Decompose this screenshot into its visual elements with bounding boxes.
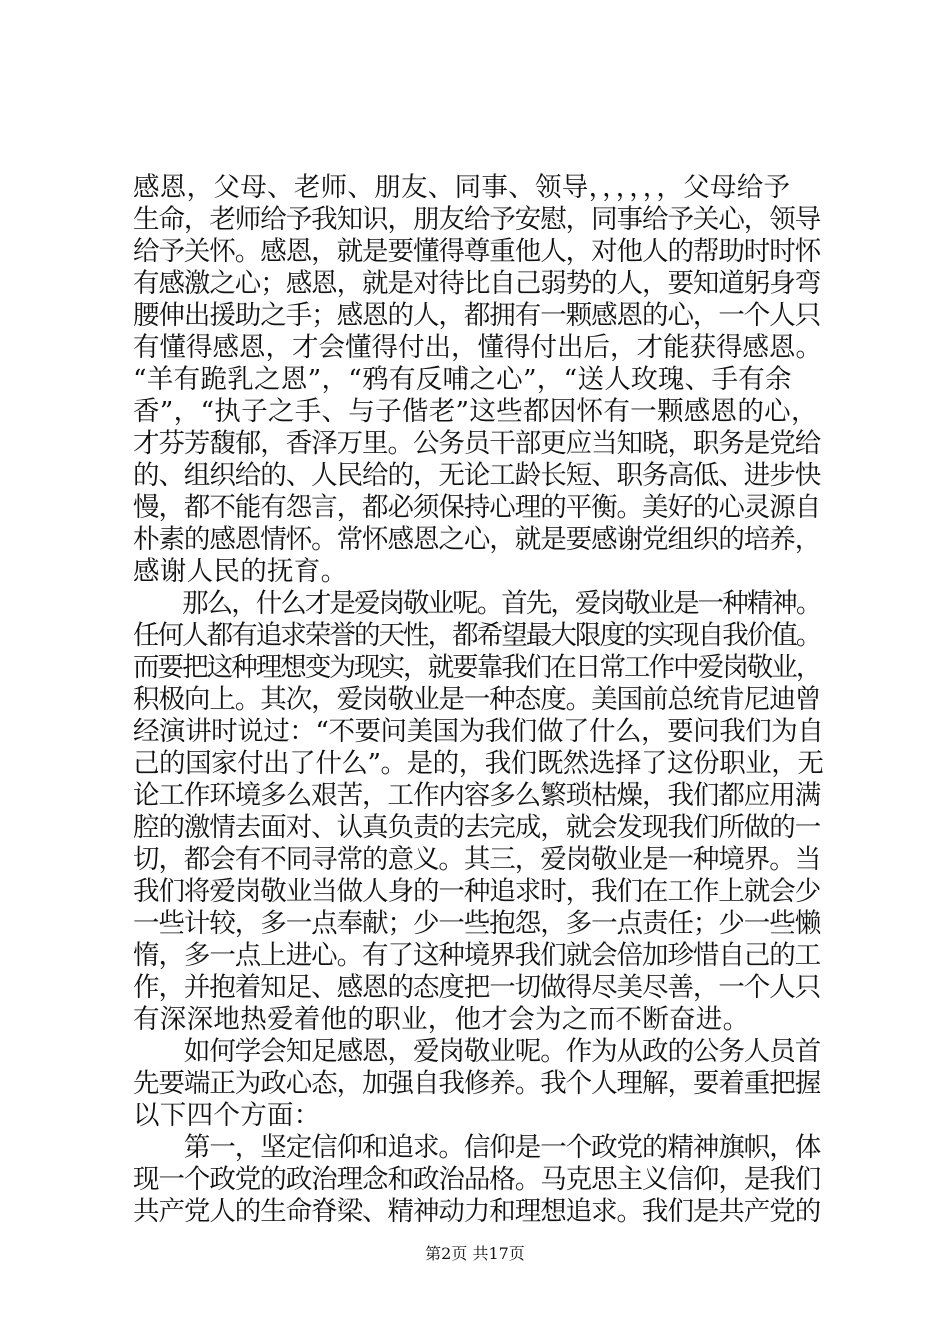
text-line: 共产党人的生命脊梁、精神动力和理想追求。我们是共产党的 bbox=[133, 1196, 821, 1227]
text-line: 腰伸出援助之手；感恩的人，都拥有一颗感恩的心，一个人只 bbox=[133, 300, 821, 331]
text-line: 以下四个方面： bbox=[133, 1100, 321, 1131]
text-line: 有懂得感恩，才会懂得付出，懂得付出后，才能获得感恩。 bbox=[133, 332, 822, 363]
text-line: 作，并抱着知足、感恩的态度把一切做得尽美尽善，一个人只 bbox=[133, 972, 821, 1003]
text-line: “羊有跪乳之恩”，“鸦有反哺之心”，“送人玫瑰、手有余 bbox=[133, 364, 792, 395]
text-line: 那么，什么才是爱岗敬业呢。首先，爱岗敬业是一种精神。 bbox=[133, 588, 821, 619]
text-line: 有感激之心；感恩，就是对待比自己弱势的人，要知道躬身弯 bbox=[133, 268, 821, 299]
text-line: 朴素的感恩情怀。常怀感恩之心，就是要感谢党组织的培养， bbox=[133, 524, 821, 555]
text-line: 感谢人民的抚育。 bbox=[133, 556, 348, 587]
text-line: 现一个政党的政治理念和政治品格。马克思主义信仰，是我们 bbox=[133, 1164, 821, 1195]
text-line: 先要端正为政心态，加强自我修养。我个人理解，要着重把握 bbox=[133, 1068, 821, 1099]
text-line: 切，都会有不同寻常的意义。其三，爱岗敬业是一种境界。当 bbox=[133, 844, 821, 875]
page-footer bbox=[0, 1244, 950, 1264]
text-line: 腔的激情去面对、认真负责的去完成，就会发现我们所做的一 bbox=[133, 812, 821, 843]
text-line: 香”，“执子之手、与子偕老”这些都因怀有一颗感恩的心， bbox=[133, 396, 818, 427]
text-line: 任何人都有追求荣誉的天性，都希望最大限度的实现自我价值。 bbox=[133, 620, 821, 651]
text-line: 给予关怀。感恩，就是要懂得尊重他人，对他人的帮助时时怀 bbox=[133, 236, 821, 267]
text-line: 如何学会知足感恩，爱岗敬业呢。作为从政的公务人员首 bbox=[133, 1036, 821, 1067]
document-body bbox=[133, 172, 823, 1228]
text-line: 一些计较，多一点奉献；少一些抱怨，多一点责任；少一些懒 bbox=[133, 908, 821, 939]
text-line: 己的国家付出了什么”。是的，我们既然选择了这份职业，无 bbox=[133, 748, 824, 779]
text-line: 的、组织给的、人民给的，无论工龄长短、职务高低、进步快 bbox=[133, 460, 821, 491]
text-line: 慢，都不能有怨言，都必须保持心理的平衡。美好的心灵源自 bbox=[133, 492, 821, 523]
text-line: 生命，老师给予我知识，朋友给予安慰，同事给予关心，领导 bbox=[133, 204, 821, 235]
text-line: 我们将爱岗敬业当做人身的一种追求时，我们在工作上就会少 bbox=[133, 876, 821, 907]
text-line: 论工作环境多么艰苦，工作内容多么繁琐枯燥，我们都应用满 bbox=[133, 780, 821, 811]
text-line: 才芬芳馥郁，香泽万里。公务员干部更应当知晓，职务是党给 bbox=[133, 428, 821, 459]
text-line: 感恩，父母、老师、朋友、同事、领导，，，，，，父母给予 bbox=[133, 172, 791, 203]
text-line: 有深深地热爱着他的职业，他才会为之而不断奋进。 bbox=[133, 1004, 750, 1035]
page-number-label: 第2页 共17页 bbox=[425, 1244, 525, 1263]
text-line: 而要把这种理想变为现实，就要靠我们在日常工作中爱岗敬业， bbox=[133, 652, 821, 683]
text-line: 积极向上。其次，爱岗敬业是一种态度。美国前总统肯尼迪曾 bbox=[133, 684, 821, 715]
text-line: 经演讲时说过：“不要问美国为我们做了什么，要问我们为自 bbox=[133, 716, 824, 747]
text-line: 第一，坚定信仰和追求。信仰是一个政党的精神旗帜，体 bbox=[133, 1132, 821, 1163]
text-line: 惰，多一点上进心。有了这种境界我们就会倍加珍惜自己的工 bbox=[133, 940, 821, 971]
